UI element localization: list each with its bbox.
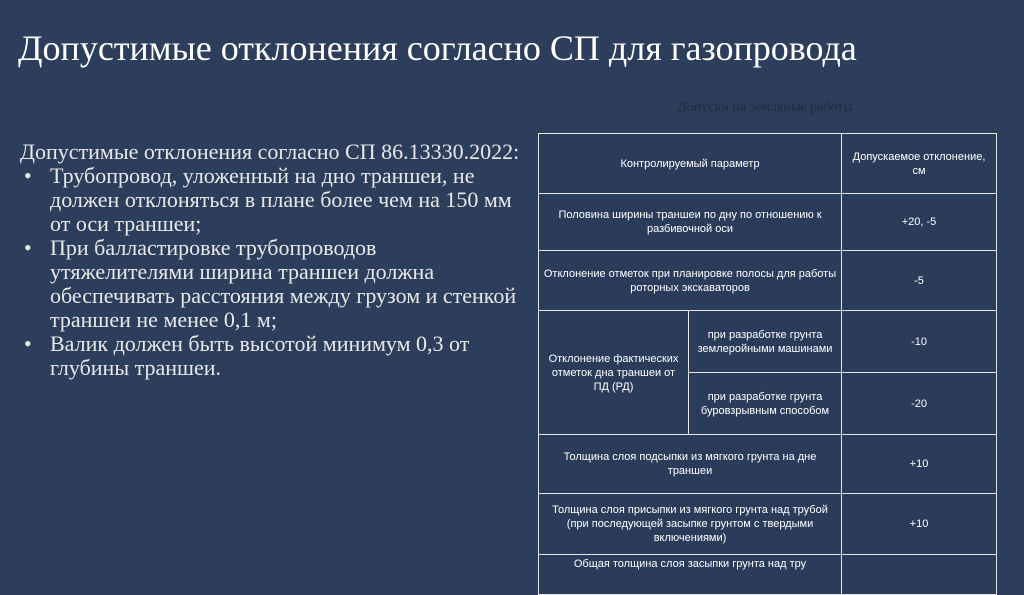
requirements-list: [20, 164, 520, 380]
row-parameter: Отклонение отметок при планировке полосы для работы роторных экскаваторов: [539, 251, 842, 311]
table-caption: Допуски на земляные работы: [677, 100, 853, 115]
header-tolerance: Допускаемое отклонение, см: [842, 134, 997, 194]
row-value: [842, 555, 997, 595]
table-row: [539, 251, 997, 311]
list-item: [24, 331, 520, 380]
row-subparameter: при разработке грунта буровзрывным способом: [689, 373, 842, 435]
list-item-text: Трубопровод, уложенный на дно траншеи, не должен отклоняться в плане более чем на 150 мм от оси траншеи;: [50, 163, 512, 236]
row-value: -5: [842, 251, 997, 311]
table-row: [539, 311, 997, 373]
list-item-text: При балластировке трубопроводов утяжелителями ширина траншеи должна обеспечивать расстояния между грузом и стенкой траншеи не менее 0,1 м;: [50, 235, 517, 332]
row-parameter: Толщина слоя подсыпки из мягкого грунта на дне траншеи: [539, 435, 842, 494]
table-header-row: [539, 134, 997, 194]
row-value: +10: [842, 435, 997, 494]
slide-title: Допустимые отклонения согласно СП для газопровода: [18, 28, 857, 68]
list-item: [24, 235, 520, 332]
row-value: +10: [842, 494, 997, 555]
row-parameter: Отклонение фактических отметок дна траншеи от ПД (РД): [539, 311, 689, 435]
row-subparameter: при разработке грунта землеройными машинами: [689, 311, 842, 373]
table-row: [539, 194, 997, 251]
row-parameter: Толщина слоя присыпки из мягкого грунта над трубой (при последующей засыпке грунтом с твердыми включениями): [539, 494, 842, 555]
bullet-icon: •: [24, 235, 32, 260]
row-parameter: Общая толщина слоя засыпки грунта над тру: [539, 555, 842, 595]
list-item-text: Валик должен быть высотой минимум 0,3 от глубины траншеи.: [50, 331, 470, 380]
row-value: -20: [842, 373, 997, 435]
requirements-text: [20, 140, 520, 380]
table-row: [539, 494, 997, 555]
table-row: [539, 435, 997, 494]
requirements-intro: Допустимые отклонения согласно СП 86.13330.2022:: [20, 139, 520, 164]
header-parameter: Контролируемый параметр: [539, 134, 842, 194]
list-item: [24, 163, 520, 236]
bullet-icon: •: [24, 163, 32, 188]
row-parameter: Половина ширины траншеи по дну по отношению к разбивочной оси: [539, 194, 842, 251]
tolerance-table: [538, 133, 997, 595]
row-value: +20, -5: [842, 194, 997, 251]
bullet-icon: •: [24, 331, 32, 356]
table-row: [539, 555, 997, 595]
row-value: -10: [842, 311, 997, 373]
